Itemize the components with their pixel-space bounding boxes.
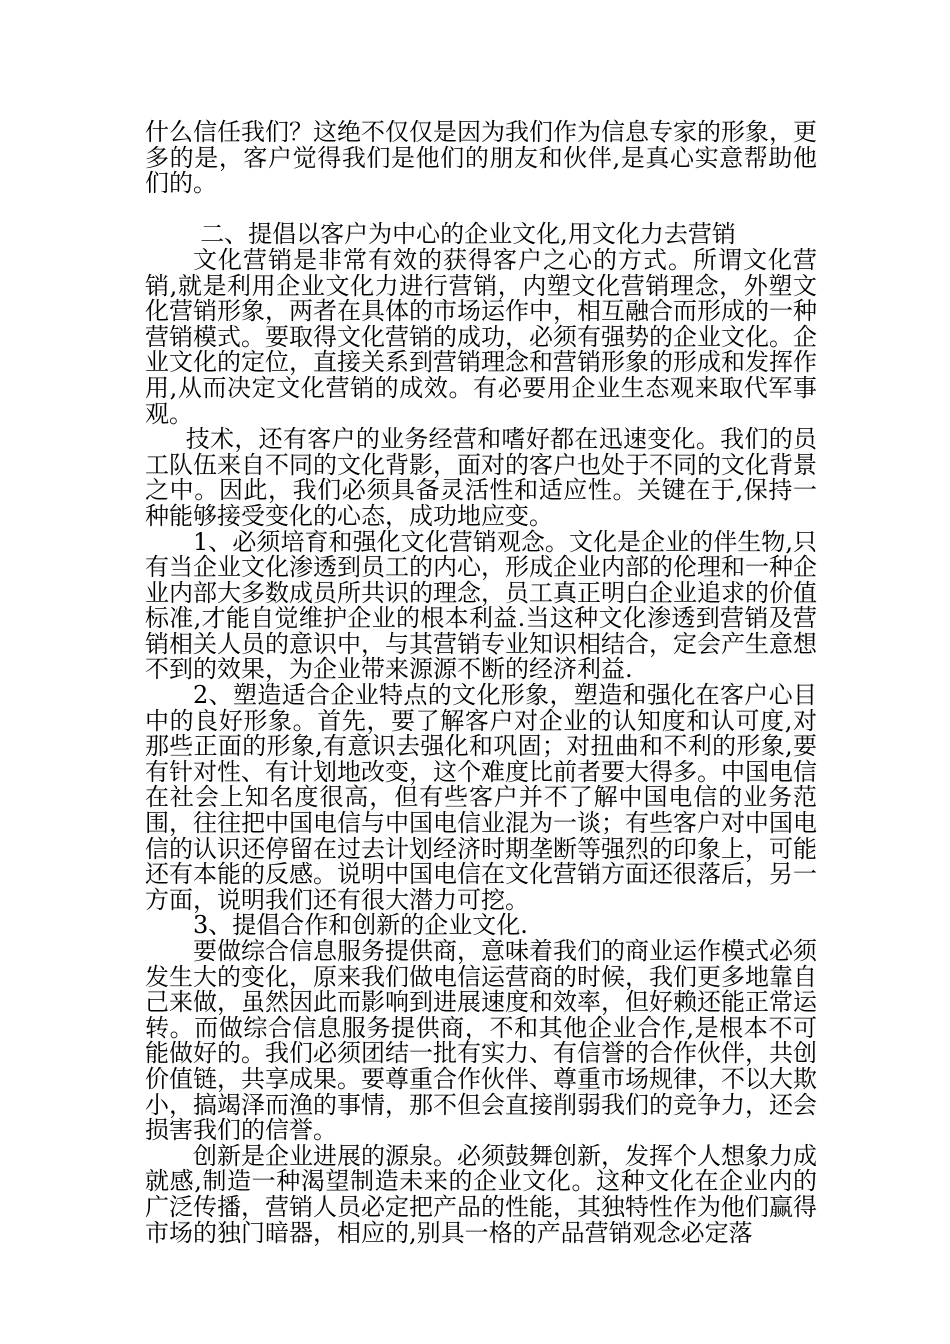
paragraph-item-2: 2、塑造适合企业特点的文化形象，塑造和强化在客户心目中的良好形象。首先，要了解客户对企业的认知度和认可度,对那些正面的形象,有意识去强化和巩固；对扭曲和不利的形象,要有针对性、有计划地改变，这个难度比前者要大得多。中国电信在社会上知名度很高，但有些客户并不了解中国电信的业务范围，往往把中国电信与中国电信业混为一谈；有些客户对中国电信的认识还停留在过去计划经济时期垄断等强烈的印象上，可能还有本能的反感。说明中国电信在文化营销方面还很落后，另一方面，说明我们还有很大潜力可挖。 xyxy=(145,681,817,914)
paragraph-continuation: 什么信任我们？这绝不仅仅是因为我们作为信息专家的形象，更多的是，客户觉得我们是他们的朋友和伙伴,是真心实意帮助他们的。 xyxy=(145,118,817,198)
paragraph-cooperation: 要做综合信息服务提供商，意味着我们的商业运作模式必须发生大的变化，原来我们做电信运营商的时候，我们更多地靠自己来做，虽然因此而影响到进展速度和效率，但好赖还能正常运转。而做综合信息服务提供商，不和其他企业合作,是根本不可能做好的。我们必须团结一批有实力、有信誉的合作伙伴，共创价值链，共享成果。要尊重合作伙伴、尊重市场规律，不以大欺小，搞竭泽而渔的事情，那不但会直接削弱我们的竞争力，还会损害我们的信誉。 xyxy=(145,937,817,1145)
paragraph-technology: 技术，还有客户的业务经营和嗜好都在迅速变化。我们的员工队伍来自不同的文化背影，面对的客户也处于不同的文化背景之中。因此，我们必须具备灵活性和适应性。关键在于,保持一种能够接受变化的心态，成功地应变。 xyxy=(145,425,817,530)
paragraph-item-1: 1、必须培育和强化文化营销观念。文化是企业的伴生物,只有当企业文化渗透到员工的内心，形成企业内部的伦理和一种企业内部大多数成员所共识的理念，员工真正明白企业追求的价值标准,才能自觉维护企业的根本利益.当这种文化渗透到营销及营销相关人员的意识中，与其营销专业知识相结合，定会产生意想不到的效果，为企业带来源源不断的经济利益. xyxy=(145,527,817,684)
paragraph-innovation: 创新是企业进展的源泉。必须鼓舞创新，发挥个人想象力成就感,制造一种渴望制造未来的企业文化。这种文化在企业内的广泛传播，营销人员必定把产品的性能，其独特性作为他们赢得市场的独门暗器，相应的,别具一格的产品营销观念必定落 xyxy=(145,1141,817,1247)
section-heading: 二、提倡以客户为中心的企业文化,用文化力去营销 xyxy=(200,220,736,249)
document-page xyxy=(145,120,817,1246)
paragraph-item-3-heading: 3、提倡合作和创新的企业文化. xyxy=(193,911,528,940)
paragraph-spacer xyxy=(145,197,817,223)
paragraph-culture-marketing: 文化营销是非常有效的获得客户之心的方式。所谓文化营销,就是利用企业文化力进行营销，内塑文化营销理念，外塑文化营销形象，两者在具体的市场运作中，相互融合而形成的一种营销模式。要取得文化营销的成功，必须有强势的企业文化。企业文化的定位，直接关系到营销理念和营销形象的形成和发挥作用,从而决定文化营销的成效。有必要用企业生态观来取代军事观。 xyxy=(145,245,817,428)
